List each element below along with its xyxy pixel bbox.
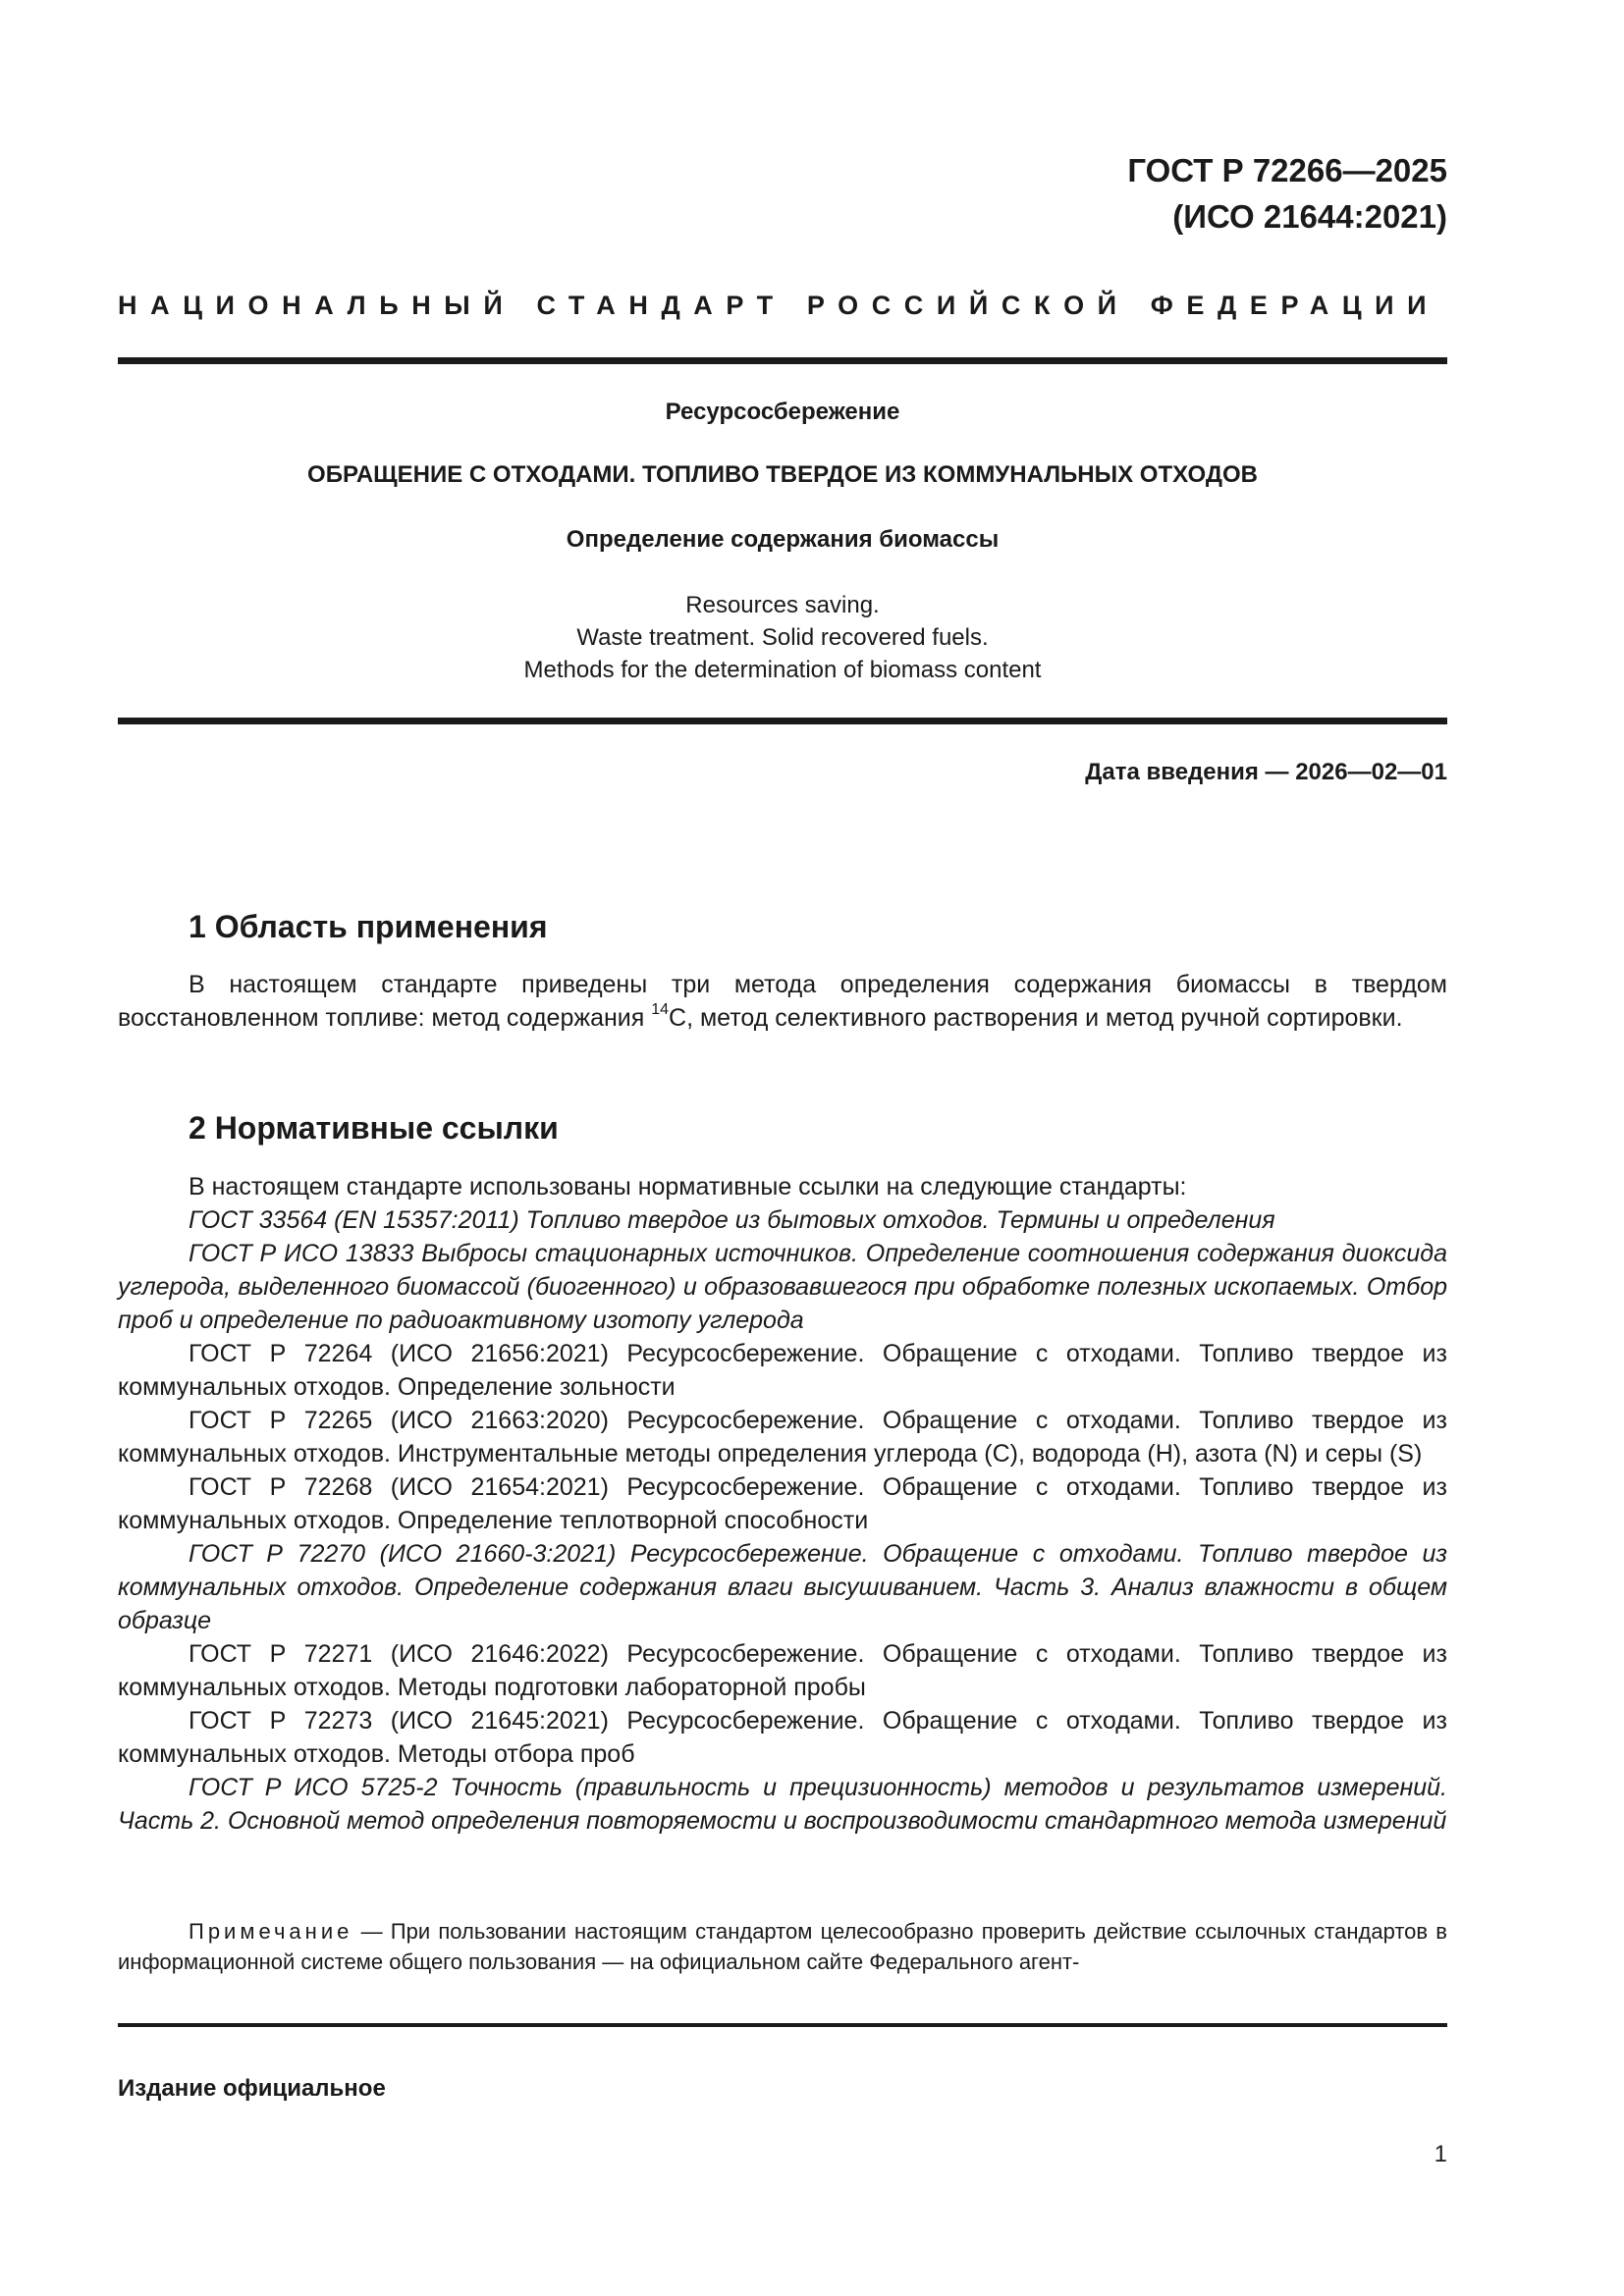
- reference-item: ГОСТ Р 72271 (ИСО 21646:2022) Ресурсосбережение. Обращение с отходами. Топливо твердое из коммунальных отходов. Методы подготовки лабораторной пробы: [118, 1640, 1447, 1701]
- references-note: [118, 1916, 1447, 1977]
- reference-item: ГОСТ Р 72264 (ИСО 21656:2021) Ресурсосбережение. Обращение с отходами. Топливо твердое из коммунальных отходов. Определение зольности: [118, 1340, 1447, 1401]
- normative-references: [118, 1170, 1447, 1838]
- section-2-heading: 2 Нормативные ссылки: [189, 1110, 559, 1146]
- page-number: 1: [1434, 2141, 1447, 2167]
- section-1-text: [118, 968, 1447, 1035]
- title-ru-line-1: Ресурсосбережение: [665, 399, 900, 425]
- section-1-text-end: С, метод селективного растворения и метод ручной сортировки.: [669, 1004, 1403, 1032]
- designation-line-2: (ИСО 21644:2021): [1172, 198, 1447, 235]
- reference-item: ГОСТ 33564 (EN 15357:2011) Топливо твердое из бытовых отходов. Термины и определения: [189, 1206, 1275, 1234]
- top-rule: [118, 357, 1447, 364]
- title-en: [118, 589, 1447, 686]
- title-ru-line-2: ОБРАЩЕНИЕ С ОТХОДАМИ. ТОПЛИВО ТВЕРДОЕ ИЗ КОММУНАЛЬНЫХ ОТХОДОВ: [307, 461, 1258, 488]
- title-ru-line-3: Определение содержания биомассы: [566, 526, 1000, 553]
- title-en-line-1: Resources saving.: [685, 592, 880, 618]
- reference-item: ГОСТ Р ИСО 13833 Выбросы стационарных источников. Определение соотношения содержания диоксида углерода, выделенного биомассой (биогенного) и образовавшегося при обработке полезных ископаемых. Отбор проб и определение по радиоактивному изотопу углерода: [118, 1240, 1447, 1334]
- reference-item: ГОСТ Р 72273 (ИСО 21645:2021) Ресурсосбережение. Обращение с отходами. Топливо твердое из коммунальных отходов. Методы отбора проб: [118, 1707, 1447, 1768]
- reference-item: ГОСТ Р 72265 (ИСО 21663:2020) Ресурсосбережение. Обращение с отходами. Топливо твердое из коммунальных отходов. Инструментальные методы определения углерода (C), водорода (H), азота (N) и серы (S): [118, 1407, 1447, 1468]
- national-standard-heading: НАЦИОНАЛЬНЫЙ СТАНДАРТ РОССИЙСКОЙ ФЕДЕРАЦИИ: [118, 291, 1440, 320]
- footer-rule: [118, 2023, 1447, 2027]
- note-text: — При пользовании настоящим стандартом целесообразно проверить действие ссылочных стандартов в информационной системе общего пользования — на официальном сайте Федерального агент-: [118, 1919, 1447, 1974]
- designation-line-1: ГОСТ Р 72266—2025: [1127, 152, 1447, 188]
- date-of-introduction: Дата введения — 2026—02—01: [1085, 759, 1447, 785]
- reference-item: ГОСТ Р ИСО 5725-2 Точность (правильность и прецизионность) методов и результатов измерений. Часть 2. Основной метод определения повторяемости и воспроизводимости стандартного метода измерений: [118, 1774, 1447, 1835]
- title-bottom-rule: [118, 718, 1447, 724]
- reference-item: ГОСТ Р 72270 (ИСО 21660-3:2021) Ресурсосбережение. Обращение с отходами. Топливо твердое из коммунальных отходов. Определение содержания влаги высушиванием. Часть 3. Анализ влажности в общем образце: [118, 1540, 1447, 1634]
- reference-item: ГОСТ Р 72268 (ИСО 21654:2021) Ресурсосбережение. Обращение с отходами. Топливо твердое из коммунальных отходов. Определение теплотворной способности: [118, 1473, 1447, 1534]
- note-label: Примечание: [189, 1919, 353, 1944]
- references-intro: В настоящем стандарте использованы нормативные ссылки на следующие стандарты:: [189, 1173, 1187, 1201]
- document-page: [118, 0, 1447, 2296]
- title-en-line-2: Waste treatment. Solid recovered fuels.: [576, 624, 989, 651]
- section-1-heading: 1 Область применения: [189, 909, 548, 944]
- section-1-text-start: В настоящем стандарте приведены три метода определения содержания биомассы в твердом восстановленном топливе: метод содержания: [118, 971, 1447, 1032]
- title-en-line-3: Methods for the determination of biomass content: [523, 657, 1042, 683]
- standard-designation: [1127, 147, 1447, 240]
- isotope-superscript: 14: [651, 1000, 670, 1018]
- official-edition-label: Издание официальное: [118, 2075, 386, 2102]
